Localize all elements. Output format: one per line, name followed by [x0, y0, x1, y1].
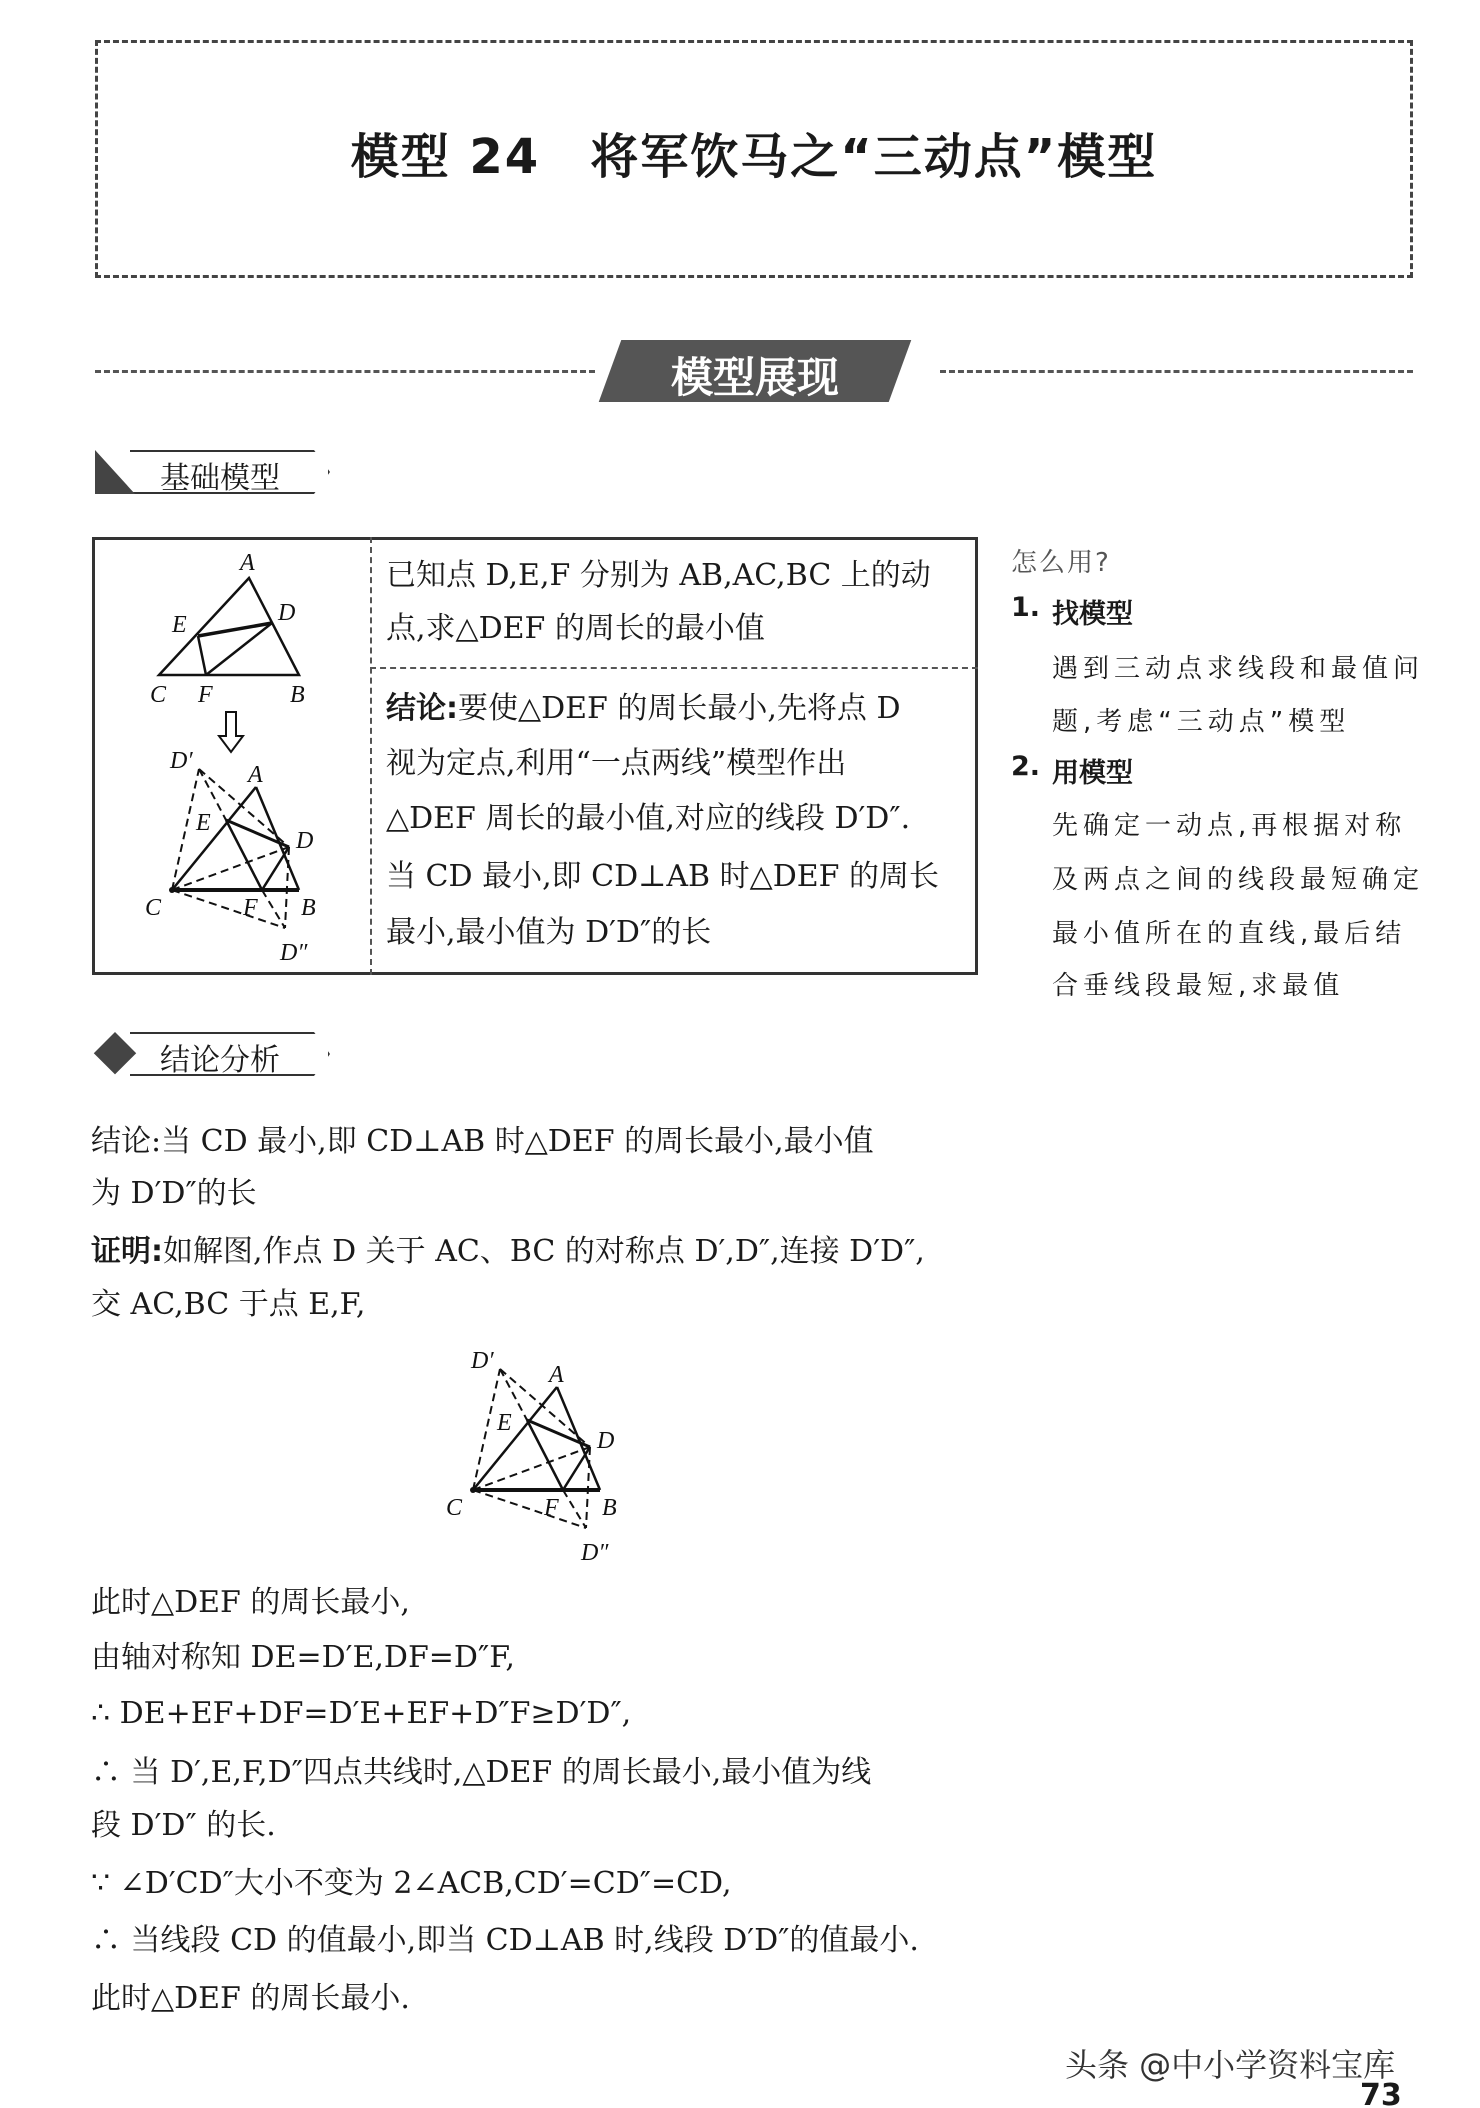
sidebar-line: 先确定一动点,再根据对称	[1052, 811, 1407, 841]
proof-line: ∴ DE+EF+DF=D′E+EF+D″F≥D′D″,	[91, 1696, 632, 1731]
sidebar-item-2-num: 2.	[1011, 751, 1041, 782]
sidebar-item-2-title: 用模型	[1052, 758, 1133, 789]
conclusion-line: △DEF 周长的最小值,对应的线段 D′D″.	[386, 801, 911, 836]
sidebar-line: 题,考虑“三动点”模型	[1052, 707, 1351, 737]
label-D-prime: D′	[471, 1348, 494, 1374]
label-D: D	[296, 828, 314, 854]
problem-line: 点,求△DEF 的周长的最小值	[386, 611, 765, 646]
analysis-line: 结论:当 CD 最小,即 CD⊥AB 时△DEF 的周长最小,最小值	[91, 1124, 874, 1159]
sidebar-heading: 怎么用?	[1011, 548, 1111, 578]
section-banner-title: 模型展现	[670, 353, 839, 402]
page-number: 73	[1360, 2078, 1402, 2108]
proof-label: 证明:	[91, 1234, 163, 1269]
label-F: F	[198, 682, 213, 708]
analysis-line: 为 D′D″的长	[91, 1176, 257, 1211]
problem-line: 已知点 D,E,F 分别为 AB,AC,BC 上的动	[386, 558, 931, 593]
sidebar-item-1-title: 找模型	[1052, 599, 1133, 630]
sidebar-line: 遇到三动点求线段和最值问	[1052, 654, 1425, 684]
watermark: 头条 @中小学资料宝库	[1065, 2046, 1396, 2084]
label-C: C	[145, 895, 162, 921]
sidebar-line: 及两点之间的线段最短确定	[1052, 865, 1425, 895]
label-D: D	[597, 1428, 615, 1454]
proof-line: 此时△DEF 的周长最小,	[91, 1585, 410, 1620]
label-E: E	[172, 612, 187, 638]
sidebar-item-1-num: 1.	[1011, 592, 1041, 623]
reflection-figure	[169, 769, 299, 928]
label-F: F	[243, 895, 258, 921]
conclusion-line: 当 CD 最小,即 CD⊥AB 时△DEF 的周长	[386, 859, 939, 894]
label-B: B	[301, 895, 316, 921]
proof-line: ∴ 当 D′,E,F,D″四点共线时,△DEF 的周长最小,最小值为线	[91, 1755, 872, 1790]
conclusion-line: 最小,最小值为 D′D″的长	[386, 915, 712, 950]
proof-line: ∴ 当线段 CD 的值最小,即当 CD⊥AB 时,线段 D′D″的值最小.	[91, 1923, 919, 1958]
proof-figure	[470, 1369, 600, 1528]
label-A: A	[240, 550, 255, 576]
label-D-prime: D′	[170, 748, 193, 774]
label-F: F	[544, 1495, 559, 1521]
proof-line: 此时△DEF 的周长最小.	[91, 1981, 410, 2016]
down-arrow-icon	[219, 712, 243, 752]
analysis-line: 如解图,作点 D 关于 AC、BC 的对称点 D′,D″,连接 D′D″,	[163, 1234, 925, 1269]
label-D-double-prime: D″	[280, 940, 308, 966]
label-D-double-prime: D″	[581, 1540, 609, 1566]
conclusion-label: 结论:	[386, 691, 458, 726]
label-A: A	[549, 1362, 564, 1388]
conclusion-line: 视为定点,利用“一点两线”模型作出	[386, 746, 847, 781]
conclusion-line: 要使△DEF 的周长最小,先将点 D	[458, 691, 901, 726]
label-D: D	[278, 600, 296, 626]
label-E: E	[497, 1410, 512, 1436]
proof-line: 段 D′D″ 的长.	[91, 1808, 276, 1843]
label-A: A	[248, 762, 263, 788]
label-C: C	[150, 682, 167, 708]
label-C: C	[446, 1495, 463, 1521]
sidebar-line: 合垂线段最短,求最值	[1052, 971, 1345, 1001]
label-B: B	[290, 682, 305, 708]
label-B: B	[602, 1495, 617, 1521]
proof-line: ∵ ∠D′CD″大小不变为 2∠ACB,CD′=CD″=CD,	[91, 1866, 732, 1901]
analysis-label: 结论分析	[160, 1043, 280, 1078]
basic-model-label: 基础模型	[160, 461, 280, 496]
page-title: 模型 24 将军饮马之“三动点”模型	[350, 129, 1158, 185]
label-E: E	[196, 810, 211, 836]
sidebar-line: 最小值所在的直线,最后结	[1052, 919, 1407, 949]
proof-line: 由轴对称知 DE=D′E,DF=D″F,	[91, 1640, 515, 1675]
analysis-line: 交 AC,BC 于点 E,F,	[91, 1287, 366, 1322]
